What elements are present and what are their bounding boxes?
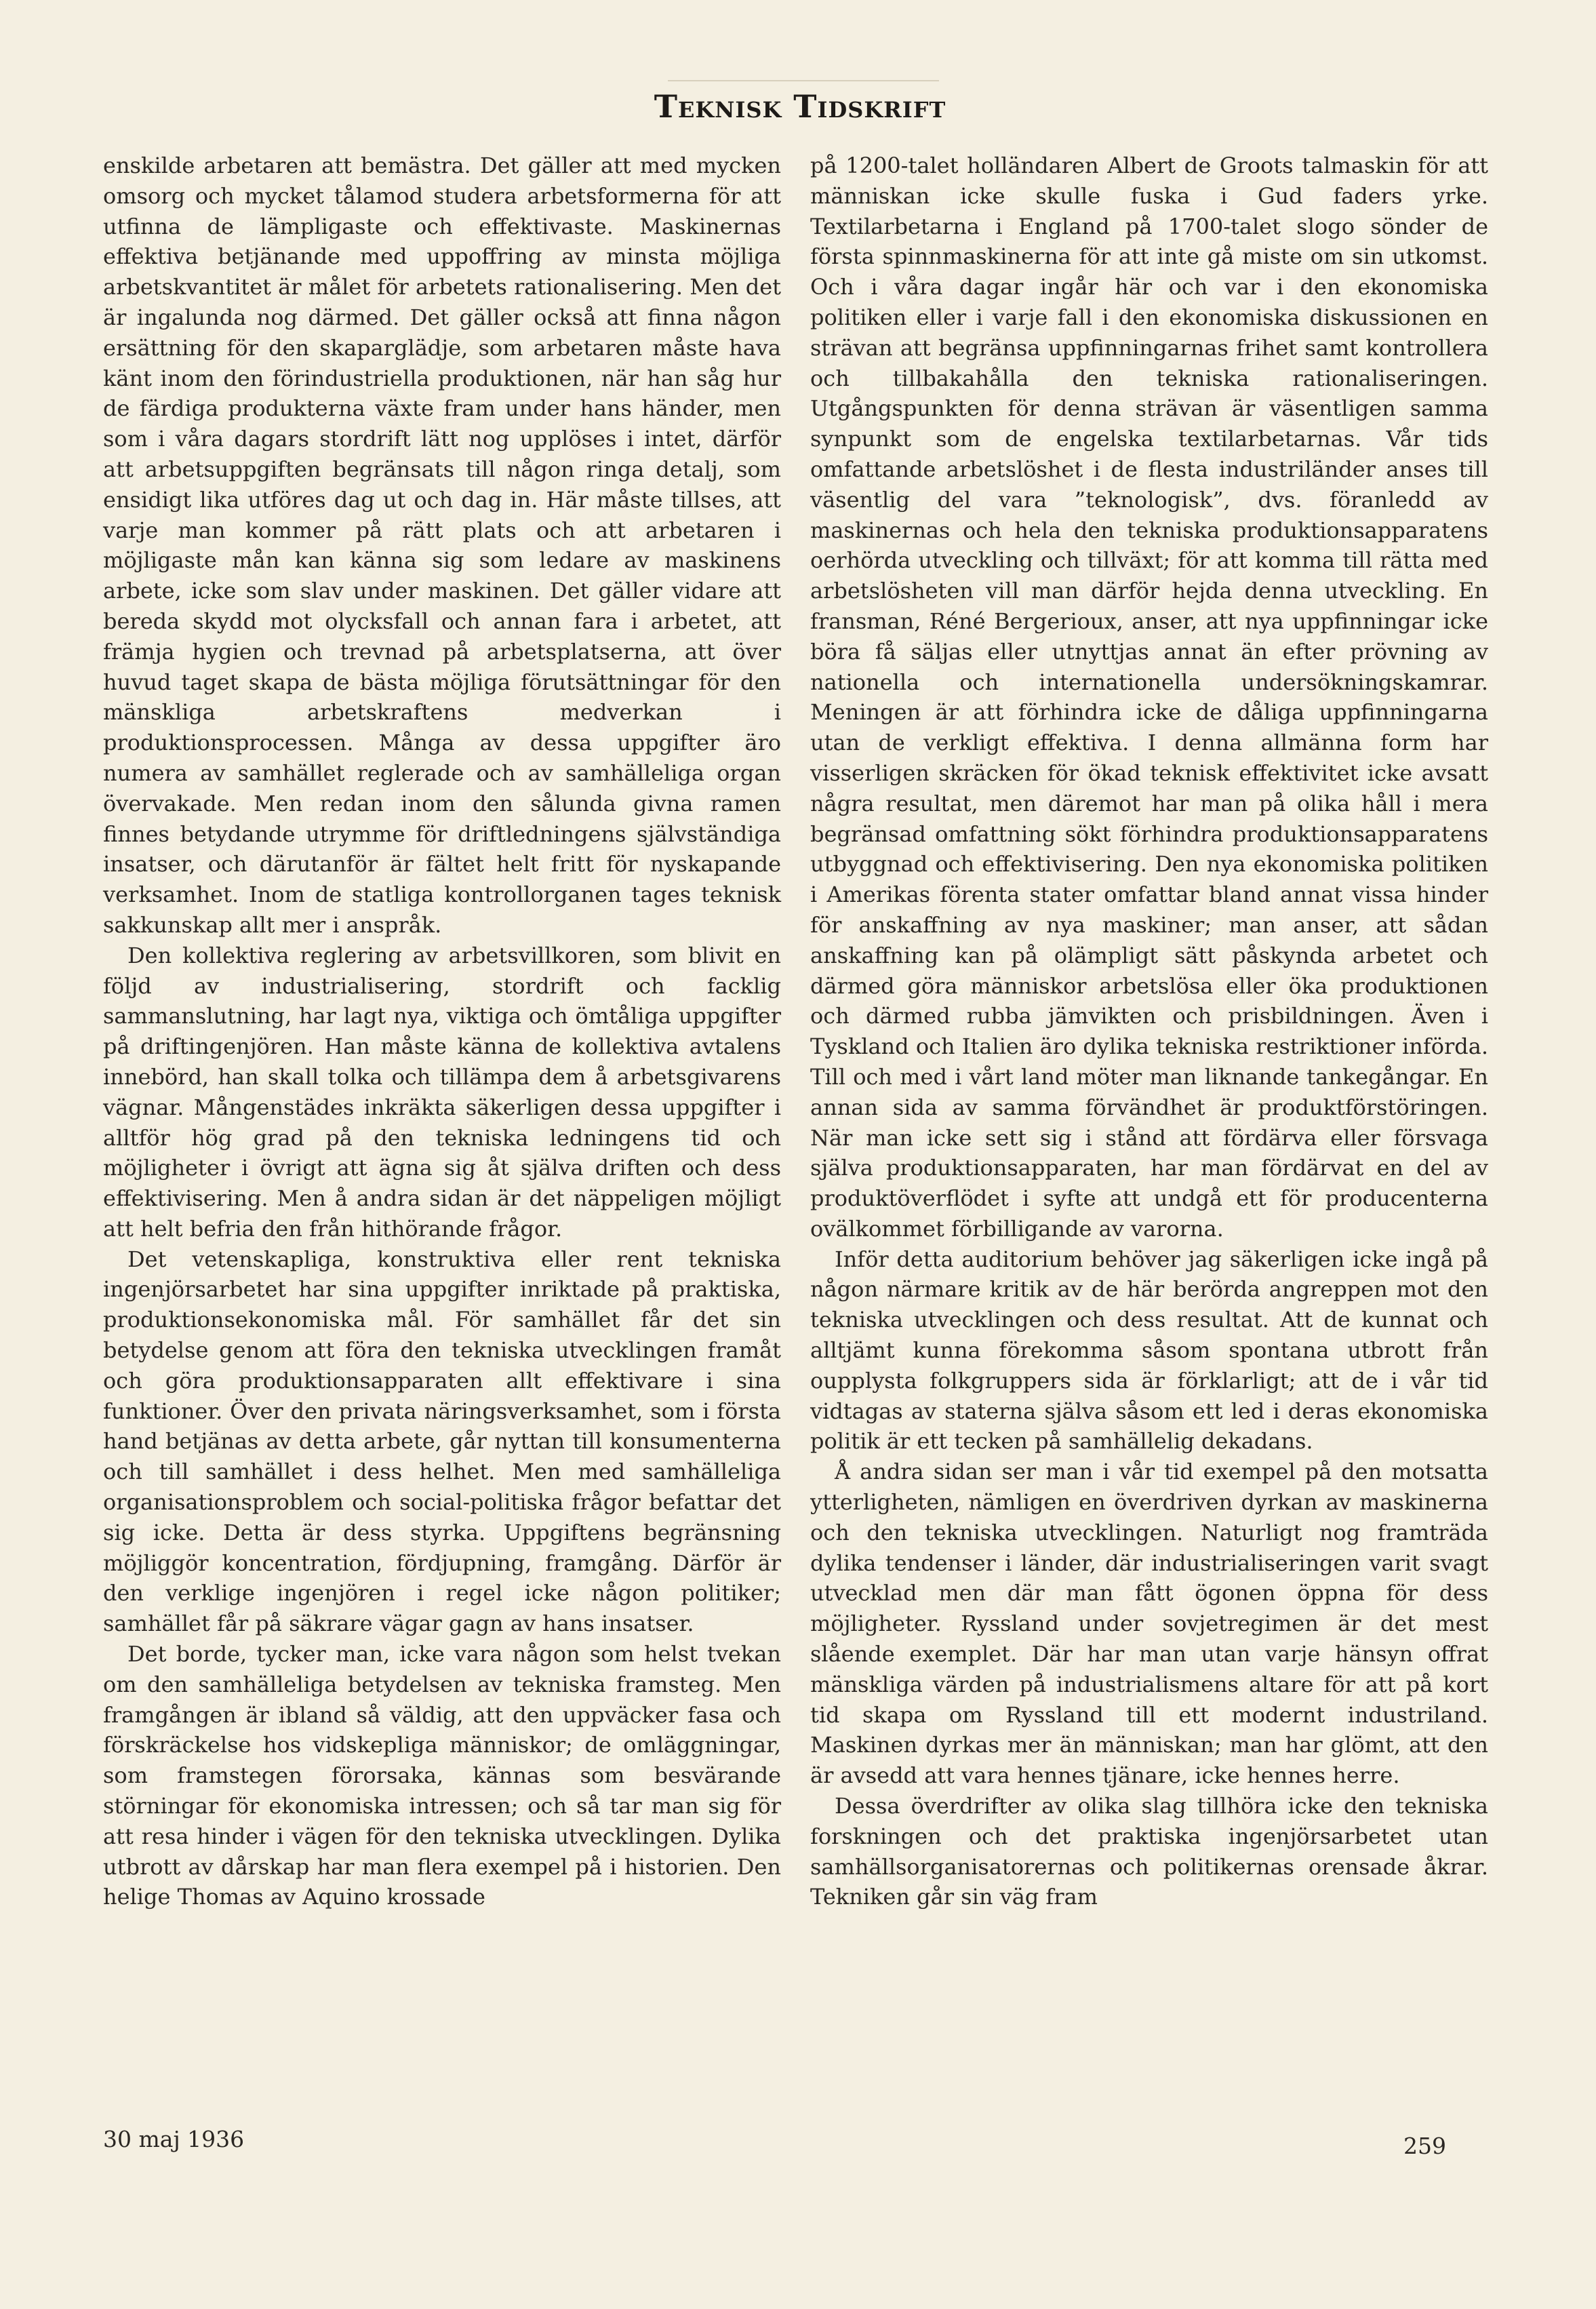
right-column [810,151,1488,1912]
left-column [103,151,781,1912]
paragraph: på 1200-talet holländaren Albert de Groots talmaskin för att människan icke skulle fuska i Gud faders yrke. Textilarbetarna i England på 1700-talet slogo sönder de första spinnmaskinerna för att inte gå miste om sin utkomst. Och i våra dagar ingår här och var i den ekonomiska politiken eller i varje fall i den ekonomiska diskussionen en strävan att begränsa uppfinningarnas frihet samt kontrollera och tillbakahålla den tekniska rationaliseringen. Utgångspunkten för denna strävan är väsentligen samma synpunkt som de engelska textilarbetarnas. Vår tids omfattande arbetslöshet i de flesta industriländer anses till väsentlig del vara ”teknologisk”, dvs. föranledd av maskinernas och hela den tekniska produktionsapparatens oerhörda utveckling och tillväxt; för att komma till rätta med arbetslösheten vill man därför hejda denna utveckling. En fransman, Réné Bergerioux, anser, att nya uppfinningar icke böra få säljas eller utnyttjas annat än efter prövning av nationella och internationella undersökningskamrar. Meningen är att förhindra icke de dåliga uppfinningarna utan de verkligt effektiva. I denna allmänna form har visserligen skräcken för ökad teknisk effektivitet icke avsatt några resultat, men däremot har man på olika håll i mera begränsad omfattning sökt förhindra produktionsapparatens utbyggnad och effektivisering. Den nya ekonomiska politiken i Amerikas förenta stater omfattar bland annat vissa hinder för anskaffning av nya maskiner; man anser, att sådan anskaffning kan på olämpligt sätt påskynda arbetet och därmed göra människor arbetslösa eller öka produktionen och därmed rubba jämvikten och prisbildningen. Även i Tyskland och Italien äro dylika tekniska restriktioner införda. Till och med i vårt land möter man liknande tankegångar. En annan sida av samma förvändhet är produktförstöringen. När man icke sett sig i stånd att fördärva eller försvaga själva produktionsapparaten, har man fördärvat en del av produktöverflödet i syfte att undgå ett för producenterna ovälkommet förbilligande av varorna. [810,153,1488,1242]
header-rule [668,80,939,81]
paragraph: enskilde arbetaren att bemästra. Det gäller att med mycken omsorg och mycket tålamod studera arbetsformerna för att utfinna de lämpligaste och effektivaste. Maskinernas effektiva betjänande med uppoffring av minsta möjliga arbetskvantitet är målet för arbetets rationalisering. Men det är ingalunda nog därmed. Det gäller också att finna någon ersättning för den skaparglädje, som arbetaren måste hava känt inom den förindustriella produktionen, när han såg hur de färdiga produkterna växte fram under hans händer, men som i våra dagars stordrift lätt nog upplöses i intet, därför att arbetsuppgiften begränsats till någon ringa detalj, som ensidigt lika utföres dag ut och dag in. Här måste tillses, att varje man kommer på rätt plats och att arbetaren i möjligaste mån kan känna sig som ledare av maskinens arbete, icke som slav under maskinen. Det gäller vidare att bereda skydd mot olycksfall och annan fara i arbetet, att främja hygien och trevnad på arbetsplatserna, att över huvud taget skapa de bästa möjliga förutsättningar för den mänskliga arbetskraftens medverkan i produktionsprocessen. Många av dessa uppgifter äro numera av samhället reglerade och av samhälleliga organ övervakade. Men redan inom den sålunda givna ramen finnes betydande utrymme för driftledningens självständiga insatser, och därutanför är fältet helt fritt för nyskapande verksamhet. Inom de statliga kontrollorganen tages teknisk sakkunskap allt mer i anspråk. [103,153,781,938]
masthead: Teknisk Tidskrift [654,88,946,125]
paragraph: Det vetenskapliga, konstruktiva eller rent tekniska ingenjörsarbetet har sina uppgifter inriktade på praktiska, produktionsekonomiska mål. För samhället får det sin betydelse genom att föra den tekniska utvecklingen framåt och göra produktionsapparaten allt effektivare i sina funktioner. Över den privata näringsverksamhet, som i första hand betjänas av detta arbete, går nyttan till konsumenterna och till samhället i dess helhet. Men med samhälleliga organisationsproblem och social-politiska frågor befattar det sig icke. Detta är dess styrka. Uppgiftens begränsning möjliggör koncentration, fördjupning, framgång. Därför är den verklige ingenjören i regel icke någon politiker; samhället får på säkrare vägar gagn av hans insatser. [103,1246,781,1637]
paragraph: Dessa överdrifter av olika slag tillhöra icke den tekniska forskningen och det praktiska ingenjörsarbetet utan samhällsorganisatorernas och politikernas orensade åkrar. Tekniken går sin väg fram [810,1793,1488,1910]
issue-date: 30 maj 1936 [103,2126,245,2152]
paragraph: Inför detta auditorium behöver jag säkerligen icke ingå på någon närmare kritik av de här berörda angreppen mot den tekniska utvecklingen och dess resultat. Att de kunnat och alltjämt kunna förekomma såsom spontana utbrott från oupplysta folkgruppers sida är förklarligt; att de i vår tid vidtagas av staterna själva såsom ett led i deras ekonomiska politik är ett tecken på samhällelig dekadans. [810,1246,1488,1455]
page-number: 259 [1403,2133,1446,2159]
paragraph: Det borde, tycker man, icke vara någon som helst tvekan om den samhälleliga betydelsen av tekniska framsteg. Men framgången är ibland så väldig, att den uppväcker fasa och förskräckelse hos vidskepliga människor; de omläggningar, som framstegen förorsaka, kännas som besvärande störningar för ekonomiska intressen; och så tar man sig för att resa hinder i vägen för den tekniska utvecklingen. Dylika utbrott av dårskap har man flera exempel på i historien. Den helige Thomas av Aquino krossade [103,1641,781,1910]
paragraph: Den kollektiva reglering av arbetsvillkoren, som blivit en följd av industrialisering, stordrift och facklig sammanslutning, har lagt nya, viktiga och ömtåliga uppgifter på driftingenjören. Han måste känna de kollektiva avtalens innebörd, han skall tolka och tillämpa dem å arbetsgivarens vägnar. Mångenstädes inkräkta säkerligen dessa uppgifter i alltför hög grad på den tekniska ledningens tid och möjligheter i övrigt att ägna sig åt själva driften och dess effektivisering. Men å andra sidan är det näppeligen möjligt att helt befria den från hithörande frågor. [103,942,781,1242]
paragraph: Å andra sidan ser man i vår tid exempel på den motsatta ytterligheten, nämligen en överdriven dyrkan av maskinerna och den tekniska utvecklingen. Naturligt nog framträda dylika tendenser i länder, där industrialiseringen varit svagt utvecklad men där man fått ögonen öppna för dess möjligheter. Ryssland under sovjetregimen är det mest slående exemplet. Där har man utan varje hänsyn offrat mänskliga värden på industrialismens altare för att på kort tid skapa om Ryssland till ett modernt industriland. Maskinen dyrkas mer än människan; man har glömt, att den är avsedd att vara hennes tjänare, icke hennes herre. [810,1459,1488,1789]
